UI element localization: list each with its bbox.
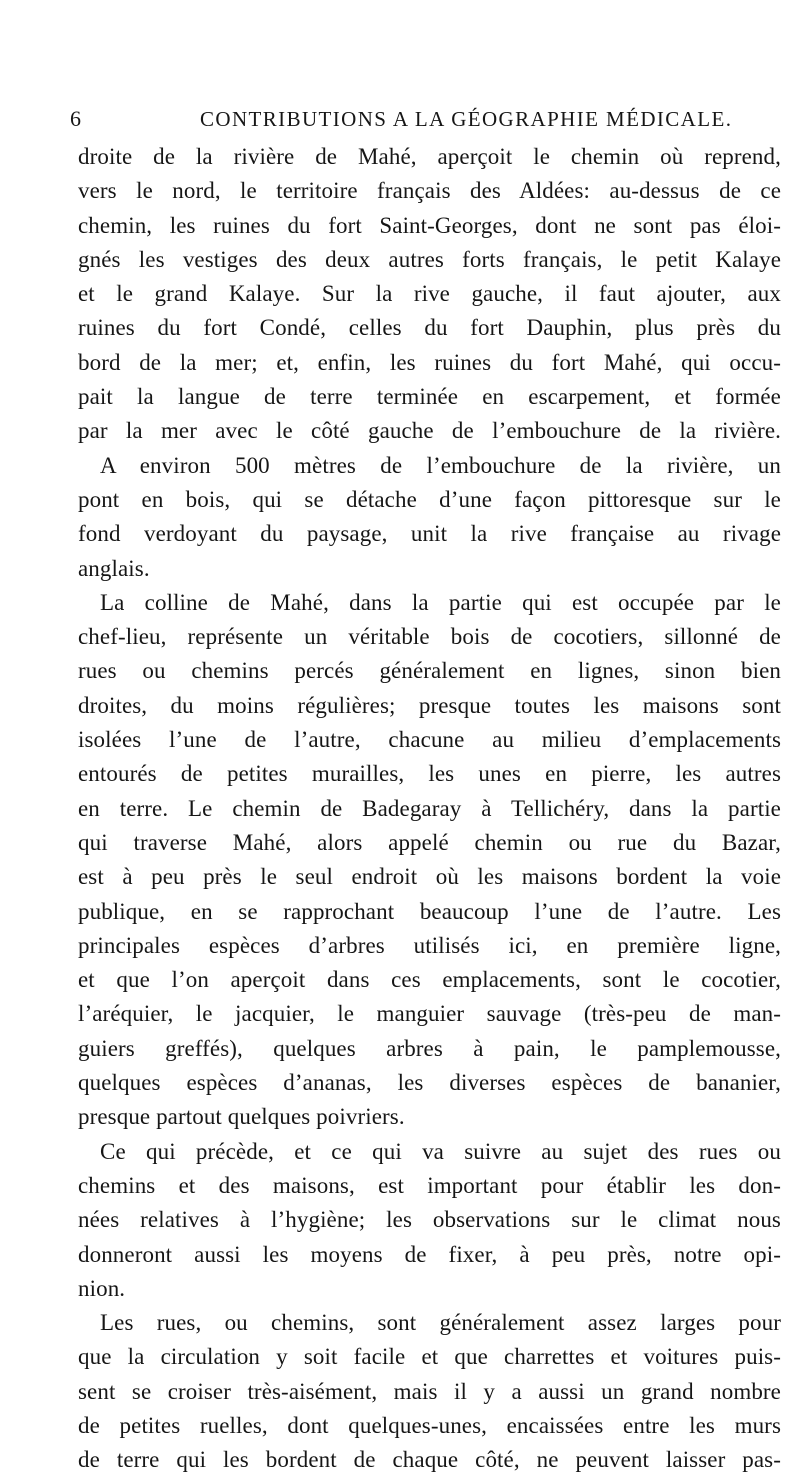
text-line: principales espèces d’arbres utilisés ici, en première ligne, bbox=[78, 932, 781, 958]
text-line: bord de la mer; et, enfin, les ruines du fort Mahé, qui occu- bbox=[78, 349, 781, 375]
body-text bbox=[78, 140, 781, 1478]
text-line: pont en bois, qui se détache d’une façon pittoresque sur le bbox=[78, 486, 781, 512]
text-line: nées relatives à l’hygiène; les observations sur le climat nous bbox=[78, 1207, 781, 1233]
text-line: nion. bbox=[78, 1275, 126, 1301]
text-line: droites, du moins régulières; presque toutes les maisons sont bbox=[78, 692, 781, 718]
page-number: 6 bbox=[70, 106, 81, 131]
text-line: est à peu près le seul endroit où les maisons bordent la voie bbox=[78, 864, 781, 890]
running-title: CONTRIBUTIONS A LA GÉOGRAPHIE MÉDICALE. bbox=[200, 107, 733, 131]
text-line: isolées l’une de l’autre, chacune au milieu d’emplacements bbox=[78, 727, 781, 753]
text-line: Les rues, ou chemins, sont généralement assez larges pour bbox=[100, 1310, 781, 1336]
text-line: publique, en se rapprochant beaucoup l’une de l’autre. Les bbox=[78, 898, 781, 924]
text-line: La colline de Mahé, dans la partie qui est occupée par le bbox=[100, 589, 781, 615]
text-line: qui traverse Mahé, alors appelé chemin ou rue du Bazar, bbox=[78, 829, 781, 855]
text-line: de petites ruelles, dont quelques-unes, encaissées entre les murs bbox=[78, 1412, 781, 1438]
text-line: quelques espèces d’ananas, les diverses espèces de bananier, bbox=[78, 1070, 781, 1096]
text-line: pait la langue de terre terminée en escarpement, et formée bbox=[78, 384, 781, 410]
text-line: entourés de petites murailles, les unes en pierre, les autres bbox=[78, 761, 781, 787]
text-line: guiers greffés), quelques arbres à pain, le pamplemousse, bbox=[78, 1035, 781, 1061]
text-line: chemin, les ruines du fort Saint-Georges, dont ne sont pas éloi- bbox=[78, 212, 781, 238]
text-line: chef-lieu, représente un véritable bois de cocotiers, sillonné de bbox=[78, 624, 781, 650]
text-line: en terre. Le chemin de Badegaray à Tellichéry, dans la partie bbox=[78, 795, 781, 821]
text-line: ruines du fort Condé, celles du fort Dauphin, plus près du bbox=[78, 315, 781, 341]
text-line: et le grand Kalaye. Sur la rive gauche, il faut ajouter, aux bbox=[78, 281, 781, 307]
text-line: gnés les vestiges des deux autres forts français, le petit Kalaye bbox=[78, 246, 781, 272]
text-line: anglais. bbox=[78, 555, 150, 581]
text-line: que la circulation y soit facile et que charrettes et voitures puis- bbox=[78, 1344, 781, 1370]
text-line: par la mer avec le côté gauche de l’embouchure de la rivière. bbox=[78, 418, 781, 444]
text-line: donneront aussi les moyens de fixer, à peu près, notre opi- bbox=[78, 1241, 781, 1267]
text-line: rues ou chemins percés généralement en lignes, sinon bien bbox=[78, 658, 781, 684]
text-line: sent se croiser très-aisément, mais il y a aussi un grand nombre bbox=[78, 1378, 781, 1404]
text-line: droite de la rivière de Mahé, aperçoit le chemin où reprend, bbox=[78, 144, 781, 169]
text-line: Ce qui précède, et ce qui va suivre au sujet des rues ou bbox=[100, 1138, 781, 1164]
text-line: presque partout quelques poivriers. bbox=[78, 1104, 405, 1130]
text-line: l’aréquier, le jacquier, le manguier sauvage (très-peu de man- bbox=[78, 1001, 781, 1027]
page-header bbox=[70, 103, 782, 135]
text-line: fond verdoyant du paysage, unit la rive française au rivage bbox=[78, 521, 781, 547]
text-line: chemins et des maisons, est important pour établir les don- bbox=[78, 1172, 781, 1198]
text-line: de terre qui les bordent de chaque côté, ne peuvent laisser pas- bbox=[78, 1447, 781, 1473]
text-line: vers le nord, le territoire français des Aldées: au-dessus de ce bbox=[78, 178, 781, 204]
text-line: A environ 500 mètres de l’embouchure de la rivière, un bbox=[100, 452, 781, 478]
text-line: et que l’on aperçoit dans ces emplacements, sont le cocotier, bbox=[78, 967, 781, 993]
